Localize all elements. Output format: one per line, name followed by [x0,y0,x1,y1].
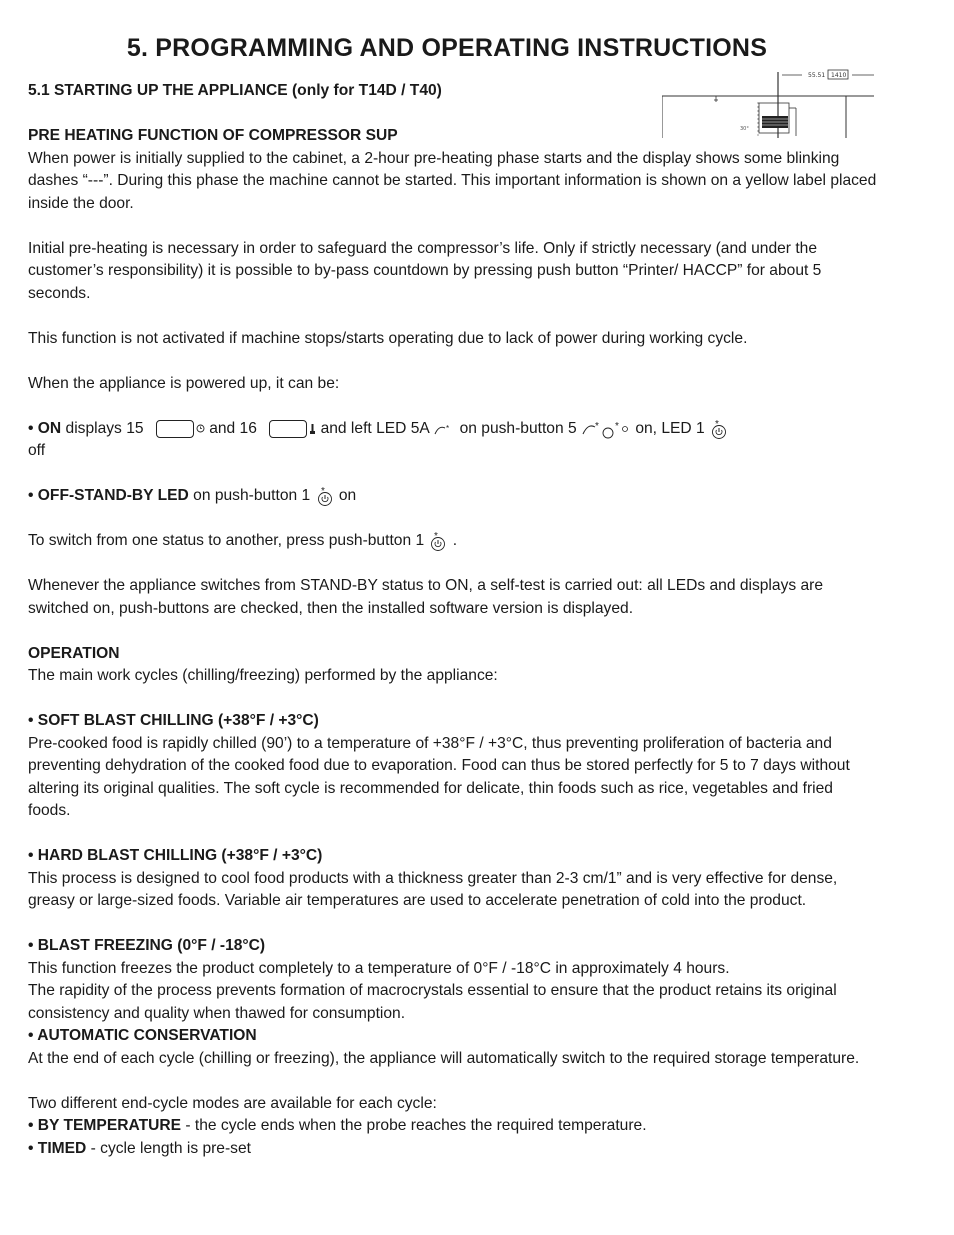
svg-text:*: * [595,420,599,432]
page-title: 5. PROGRAMMING AND OPERATING INSTRUCTIONS [126,34,768,62]
svg-text:30°: 30° [740,126,749,132]
power-button-icon [428,530,448,552]
on-status-line: • ON displays 15 and 16 and left LED 5A * on push-button 5 * * on, LED 1 * off [28,418,878,463]
power-button-icon [315,485,335,507]
selftest-paragraph: Whenever the appliance switches from STAND-BY status to ON, a self-test is carried out: all LEDs and displays are switched on, push-buttons are checked, then the installed software version is displayed. [28,577,824,617]
auto-conservation-heading: • AUTOMATIC CONSERVATION [28,1027,257,1045]
svg-text:*: * [715,418,719,430]
svg-text:*: * [434,531,439,543]
preheat-paragraph-1: When power is initially supplied to the cabinet, a 2-hour pre-heating phase starts and the display shows some blinking dashes “---”. During this phase the machine cannot be started. This important information is shown on a yellow label placed inside the door. [28,149,877,212]
svg-text:*: * [320,486,325,498]
hard-chilling-text: This process is designed to cool food products with a thickness greater than 2-3 cm/1” and is very effective for dense, greasy or large-sized foods. Variable air temperatures are used to accelerate penetration of cold into the product. [28,869,838,910]
display-15-icon [156,420,194,438]
hard-chilling-heading: • HARD BLAST CHILLING (+38°F / +3°C) [28,847,323,865]
curve-led-icon [433,422,455,436]
preheat-heading: PRE HEATING FUNCTION OF COMPRESSOR SUP [28,127,398,144]
soft-chilling-text: Pre-cooked food is rapidly chilled (90’) to a temperature of +38°F / +3°C, thus preventing proliferation of bacteria and preventing dehydration of the cooked food due to evaporation. Food can thus be stored perfectly for 5 to 7 days without altering its original qualities. The soft cycle is recommended for delicate, thin foods such as rice, vegetables and fried foods. [28,734,850,820]
blast-freezing-heading: • BLAST FREEZING (0°F / -18°C) [28,937,266,955]
power-button-icon [709,418,729,440]
auto-conservation-text: At the end of each cycle (chilling or freezing), the appliance will automatically switch to the required storage temperature. [28,1049,860,1067]
operation-heading: OPERATION [28,644,120,662]
svg-text:*: * [615,420,619,432]
preheat-paragraph-2: Initial pre-heating is necessary in order to safeguard the compressor’s life. Only if strictly necessary (and under the customer’s responsibility) it is possible to by-pass countdown by pressing push button “Printer/ HACCP” for about 5 seconds. [28,239,822,302]
svg-text:*: * [446,423,450,433]
blast-freezing-text-2: The rapidity of the process prevents formation of macrocrystals essential to ensure that the product retains its original consistency and quality when thawed for consumption. [28,982,837,1022]
cycle-button-icon [581,418,631,440]
blast-freezing-text-1: This function freezes the product completely to a temperature of 0°F / -18°C in approximately 4 hours. [28,959,730,977]
display-16-icon [269,420,307,438]
preheat-paragraph-4: When the appliance is powered up, it can be: [28,374,340,392]
section-heading: 5.1 STARTING UP THE APPLIANCE (only for T14D / T40) [28,82,442,99]
switch-status-line: To switch from one status to another, press push-button 1 * . [28,530,878,553]
svg-text:1410: 1410 [831,72,847,79]
preheat-paragraph-3: This function is not activated if machine stops/starts operating due to lack of power during working cycle. [28,329,748,347]
end-cycle-temperature: • BY TEMPERATURE - the cycle ends when the probe reaches the required temperature. [28,1117,647,1135]
clock-icon [196,424,205,433]
svg-text:55.51: 55.51 [808,72,826,79]
operation-intro: The main work cycles (chilling/freezing) performed by the appliance: [28,667,498,685]
soft-chilling-heading: • SOFT BLAST CHILLING (+38°F / +3°C) [28,712,319,730]
end-cycle-timed: • TIMED - cycle length is pre-set [28,1139,251,1157]
standby-status-line: • OFF-STAND-BY LED on push-button 1 * on [28,485,878,508]
document-body [28,80,878,1160]
end-cycle-intro: Two different end-cycle modes are available for each cycle: [28,1094,437,1112]
